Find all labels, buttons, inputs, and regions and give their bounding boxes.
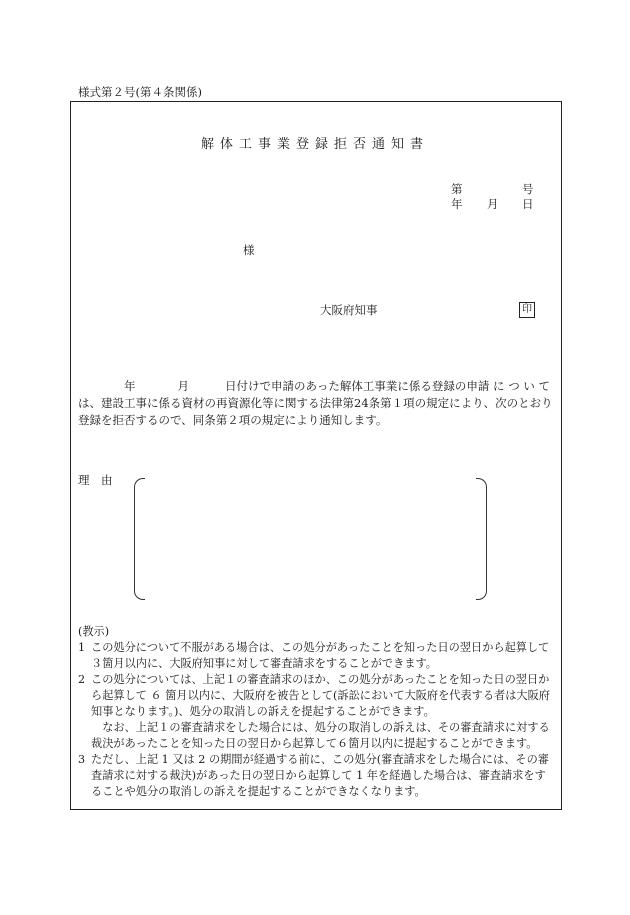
body-year: 年 xyxy=(124,379,136,393)
issuer-name: 大阪府知事 xyxy=(320,303,378,317)
date-day: 日 xyxy=(522,197,534,211)
note-number: 1 xyxy=(78,641,86,654)
body-text: 日付けで申請のあった解体工事業に係る登録の申請 に つ い て は、建設工事に係る資材の再資源化等に関する法律第24条第１項の規定により、次のとおり登録を拒否するので、同条第２項の規定により通知します。 xyxy=(78,379,553,427)
reason-bracket-right xyxy=(476,478,487,600)
date-month: 月 xyxy=(487,197,499,211)
number-prefix: 第 xyxy=(451,182,463,196)
instruction-notes xyxy=(78,624,556,800)
note-number: 2 xyxy=(78,673,86,686)
form-number-label: 様式第２号(第４条関係) xyxy=(78,85,202,99)
note-text: この処分については、上記１の審査請求のほか、この処分があったことを知った日の翌日から起算して ６ 箇月以内に、大阪府を被告として(訴訟において大阪府を代表する者は大阪府知事となります。)、処分の取消しの訴えを提起することができます。 xyxy=(91,673,550,718)
note-text: この処分について不服がある場合は、この処分があったことを知った日の翌日から起算して３箇月以内に、大阪府知事に対して審査請求をすることができます。 xyxy=(91,641,550,670)
note-item-3 xyxy=(78,752,556,800)
body-month: 月 xyxy=(177,379,189,393)
reason-bracket-left xyxy=(134,478,145,600)
number-suffix: 号 xyxy=(522,182,534,196)
note-text: ただし、上記 1 又は 2 の期間が経過する前に、この処分(審査請求をした場合には、その審査請求に対する裁決)があった日の翌日から起算して 1 年を経過した場合は、審査請求をすることや処分の取消しの訴えを提起することができなくなります。 xyxy=(91,753,549,798)
seal-mark: 印 xyxy=(519,302,535,318)
addressee-suffix: 様 xyxy=(243,243,255,257)
note-item-2 xyxy=(78,672,556,720)
notice-body xyxy=(78,378,556,429)
note-item-1 xyxy=(78,640,556,672)
note-number: 3 xyxy=(78,753,86,766)
reason-label: 理 由 xyxy=(78,473,113,487)
notes-heading: (教示) xyxy=(78,625,110,638)
date-year: 年 xyxy=(451,197,463,211)
note-2-continuation: なお、上記１の審査請求をした場合には、処分の取消しの訴えは、その審査請求に対する裁決があったことを知った日の翌日から起算して６箇月以内に提起することができます。 xyxy=(91,721,550,750)
document-title: 解体工事業登録拒否通知書 xyxy=(200,137,429,152)
